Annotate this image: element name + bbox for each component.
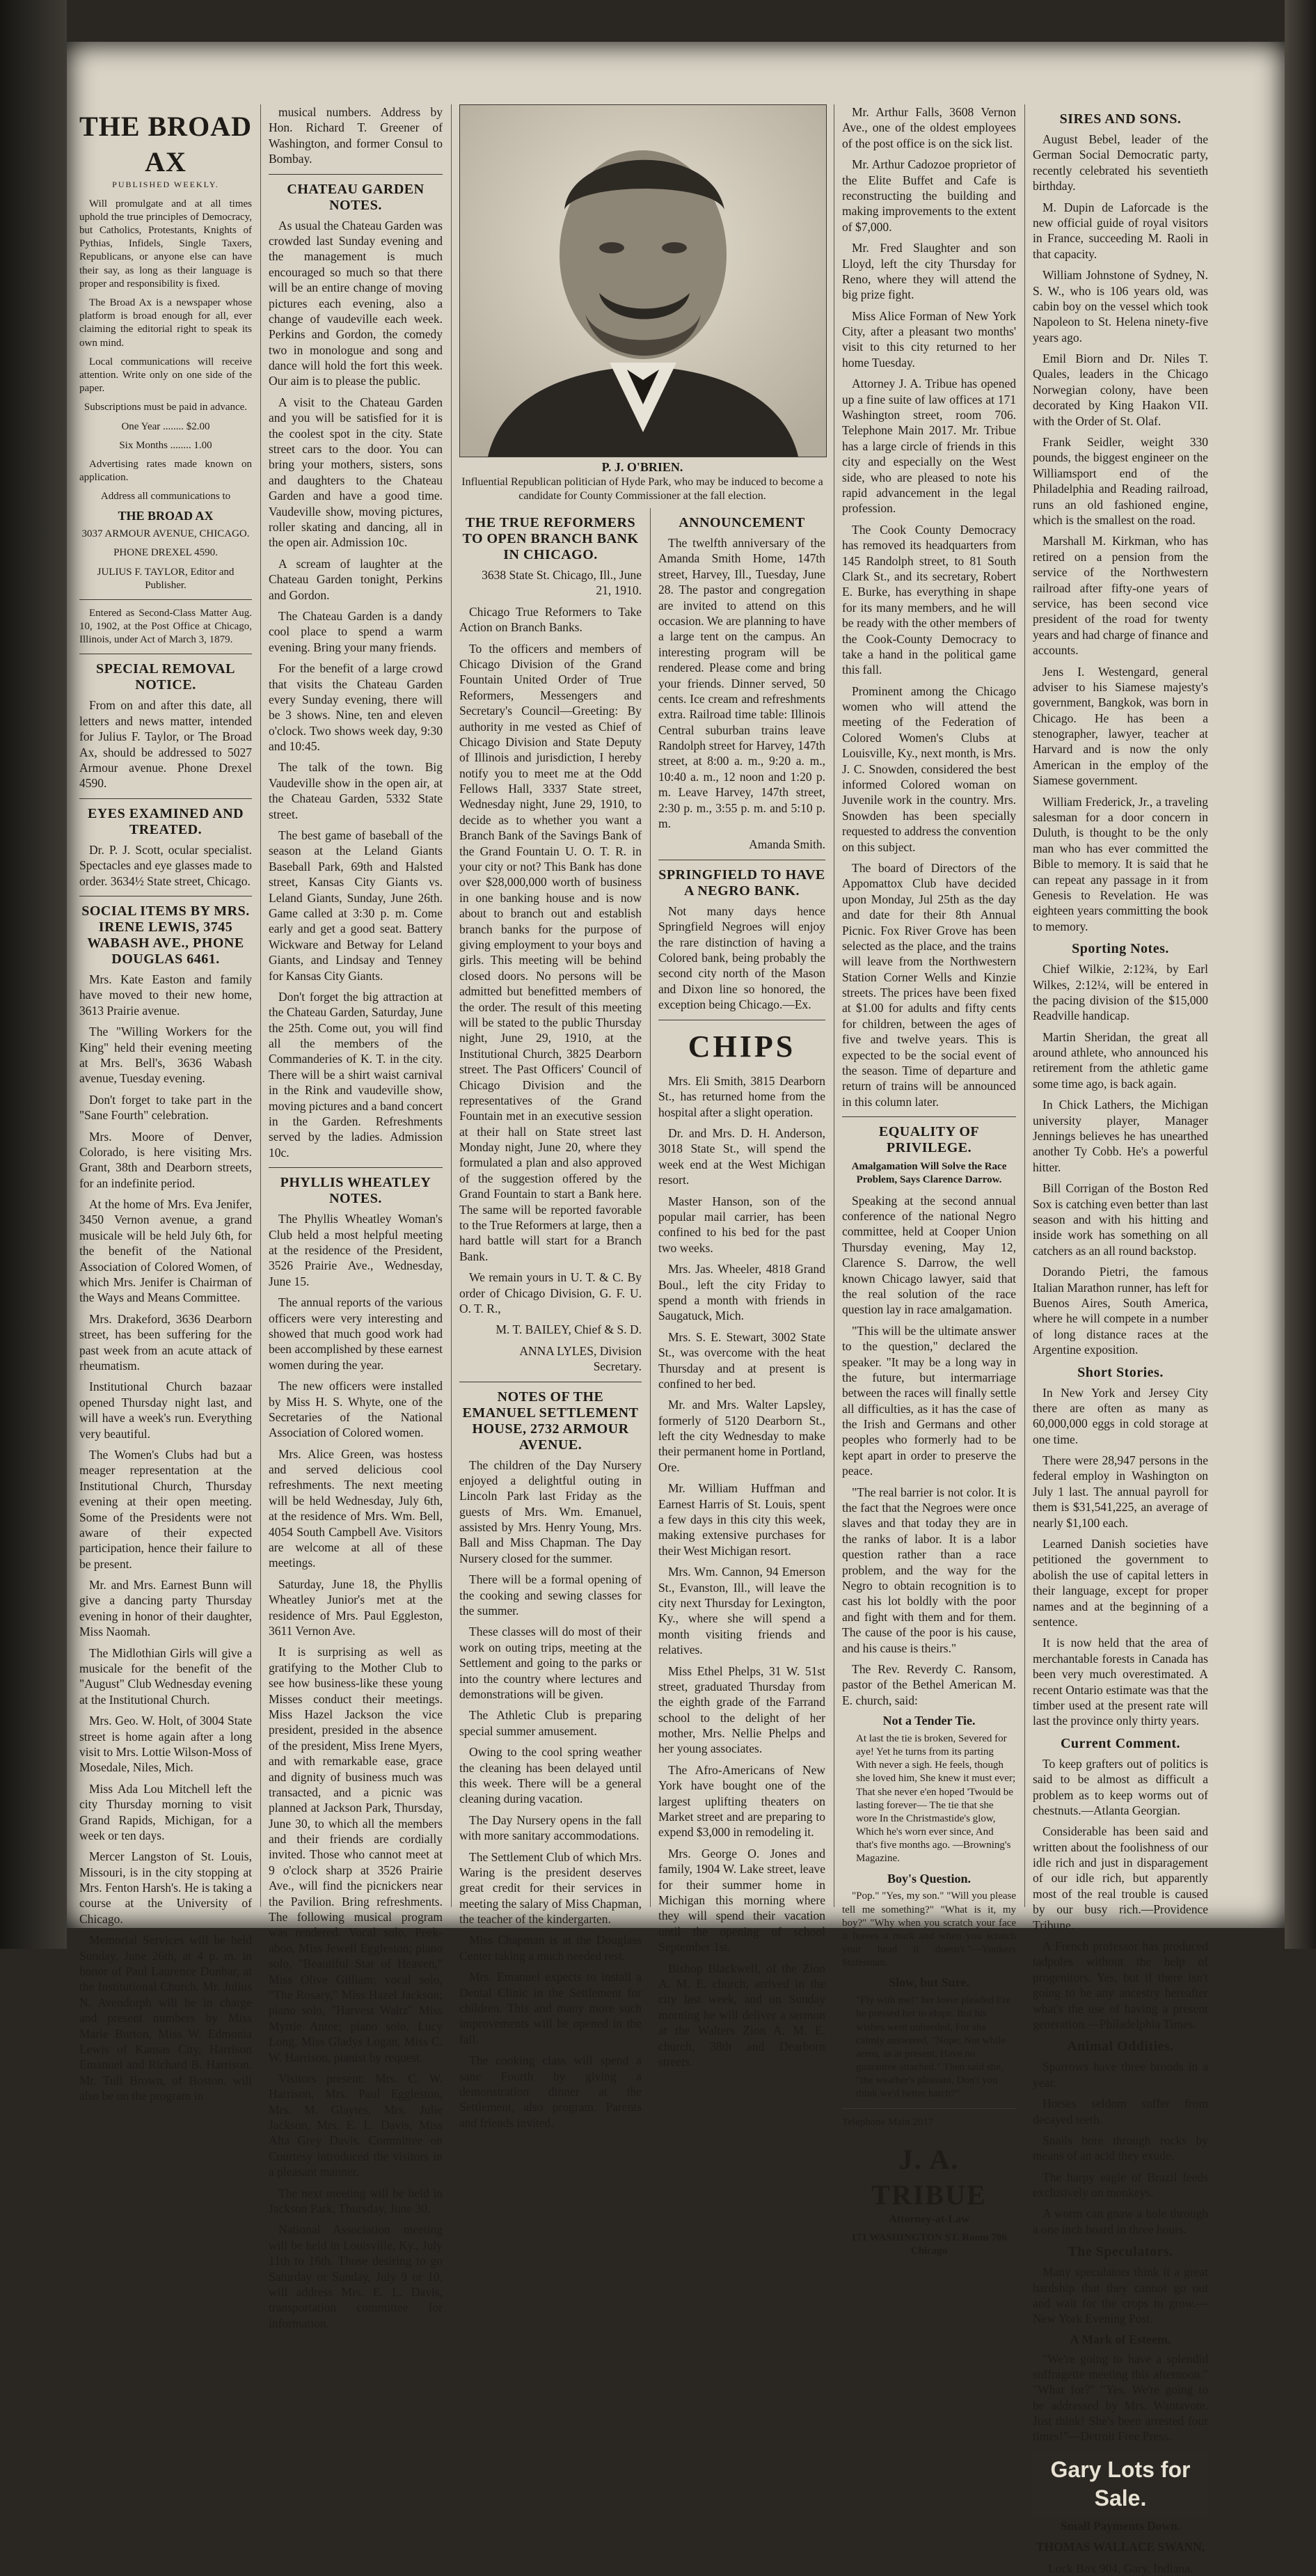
column-rule — [451, 104, 452, 1907]
article-paragraph: musical numbers. Address by Hon. Richard T. Greener of Washington, and former Consul to Bombay. — [269, 105, 443, 166]
article-paragraph: Miss Ethel Phelps, 31 W. 51st street, graduated Thursday from the eighth grade of the Farrand school to the delight of her mother, Mrs. Nellie Phelps and her young associates. — [658, 1664, 825, 1756]
scan-left-edge — [0, 0, 67, 1949]
slow-sure-heading: Slow, but Sure. — [889, 1975, 969, 1990]
poem-heading: Not a Tender Tie. — [882, 1714, 976, 1728]
article-paragraph: Saturday, June 18, the Phyllis Wheatley Junior's met at the residence of Mrs. Paul Eggleston, 3611 Vernon Ave. — [269, 1577, 443, 1638]
article-paragraph: The next meeting will be held in Jackson Park, Thursday, June 30. — [269, 2186, 443, 2216]
article-paragraph: "Pop." "Yes, my son." "Will you please tell me something?" "What is it, my boy?" "Why when you scratch your face it leaves a mark and when you scratch your head it doesn't."—Yonkers Statesman. — [842, 1890, 1016, 1969]
subscription-rate: Six Months ........ 1.00 — [119, 439, 212, 451]
esteem-heading: A Mark of Esteem. — [1070, 2332, 1171, 2346]
article-paragraph: The board of Directors of the Appomattox Club have decided upon Monday, Jul 25th as the day and date for their 8th Annual Picnic. Fox River Grove has been selected as the place, and the trains will leave from the Northwestern Station Corner Wells and Kinzie streets. The prices have been fixed at $1.00 for adults and fifty cents for children, between the ages of five and twelve years. This is expected to be the social event of the season. Time of departure and return of trains will be announced in this column later. — [842, 860, 1016, 1109]
ad-subtitle: Attorney-at-Law — [889, 2213, 969, 2226]
address-note: Address all communications to — [100, 491, 231, 503]
article-paragraph: Frank Seidler, weight 330 pounds, the biggest engineer on the Williamsport end of the Philadelphia and Reading railroad, runs an old fashioned engine, which is the smallest on the road. — [1033, 435, 1208, 527]
column-1 — [79, 104, 252, 2103]
paper-phone: PHONE DREXEL 4590. — [113, 547, 218, 559]
article-paragraph: Chicago True Reformers to Take Action on Branch Banks. — [459, 604, 642, 635]
article-paragraph: There will be a formal opening of the cooking and sewing classes for the summer. — [459, 1572, 642, 1618]
article-paragraph: Snails bore through rocks by means of an acid they exude. — [1033, 2133, 1208, 2163]
masthead-intro: Will promulgate and at all times uphold the true principles of Democracy, but Catholics, Protestants, Knights of Pythias, Infidels, Single Taxers, Republicans, or anyone else can have their say, as long as their language is proper and responsibility is fixed. — [79, 198, 252, 290]
divider — [842, 2108, 1016, 2109]
article-paragraph: The Athletic Club is preparing special summer amusement. — [459, 1708, 642, 1738]
sporting-heading: Sporting Notes. — [1072, 941, 1169, 957]
poem-text: At last the tie is broken, Severed for aye! Yet he turns from its parting With never a sigh. He feels, though she loved him, She knew it must ever; That she never e'en hoped 'Twould be lasting forever— The tie that she wore In the Christmastide's glow, Which he's worn ever since, And that's five months ago. —Browning's Magazine. — [856, 1732, 1016, 1865]
article-paragraph: Mrs. Alice Green, was hostess and served delicious cool refreshments. The next meeting will be held Wednesday, July 6th, at the residence of Mrs. Wm. Bell, 4054 South Campbell Ave. Visitors are welcome at all of these meetings. — [269, 1446, 443, 1570]
divider — [842, 1116, 1016, 1117]
article-paragraph: Not many days hence Springfield Negroes will enjoy the rare distinction of having a Colored bank, being probably the second city north of the Mason and Dixon line so honored, the exception being Chicago.—Ex. — [658, 903, 825, 1012]
article-paragraph: The Cook County Democracy has removed its headquarters from 145 Randolph street, to 81 South Clark St., and its secretary, Robert E. Burke, has everything in shape for its many members, and he will be ready with the other members of the Cook-County Democracy to take a hand in the political game this fall. — [842, 522, 1016, 677]
article-paragraph: There were 28,947 persons in the federal employ in Washington on July 1 last. The annual payroll for them is $31,541,225, an average of nearly $1,100 each. — [1033, 1453, 1208, 1530]
article-paragraph: These classes will do most of their work on outing trips, meeting at the Settlement and going to the parks or into the country where lectures and demonstrations will be given. — [459, 1625, 642, 1701]
article-paragraph: Jens I. Westengard, general adviser to his Siamese majesty's government, Bangkok, was born in Chicago. He has been a stenographer, lawyer, teacher at Harvard and is now the only American in the employ of the Siamese government. — [1033, 664, 1208, 788]
gary-line: Lock Box 904, Gary, Indiana. — [1047, 2561, 1194, 2575]
article-paragraph: Attorney J. A. Tribue has opened up a fine suite of law offices at 171 Washington street, room 706. Telephone Main 2017. Mr. Tribue has a large circle of friends in this city and especially on the West side, who are pleased to note his rapid advancement in the legal profession. — [842, 377, 1016, 516]
column-2 — [269, 104, 443, 2330]
article-paragraph: Mercer Langston of St. Louis, Missouri, is in the city stopping at Mrs. Fenton Harsh's. He is taking a course at the University of Chicago. — [79, 1849, 252, 1926]
article-paragraph: In New York and Jersey City there are often as many as 60,000,000 eggs in cold storage at one time. — [1033, 1385, 1208, 1446]
paper-editor: JULIUS F. TAYLOR, Editor and Publisher. — [97, 566, 235, 591]
gary-line: THOMAS WALLACE SWANN, — [1036, 2540, 1205, 2554]
equality-subheading: Amalgamation Will Solve the Race Problem, Says Clarence Darrow. — [851, 1161, 1007, 1186]
article-paragraph: "This will be the ultimate answer to the question," declared the speaker. "It may be a long way in the future, but intermarriage between the races will finally settle all difficulties, as it has the case of the Irish and Germans and other peoples who formerly had to be kept apart in order to preserve the peace. — [842, 1323, 1016, 1478]
article-paragraph: A scream of laughter at the Chateau Garden tonight, Perkins and Gordon. — [269, 556, 443, 602]
article-paragraph: "The real barrier is not color. It is the fact that the Negroes were once slaves and that today they are in the ranks of labor. It is a labor question rather than a race problem, and the way for the Negro to obtain recognition is to cast his lot boldly with the poor and fight with them and for them. The cause of the poor is his cause, and his cause is theirs." — [842, 1485, 1016, 1655]
article-signature: Amanda Smith. — [749, 837, 825, 852]
article-paragraph: M. Dupin de Laforcade is the new official guide of royal visitors in France, succeeding M. Raoli in that capacity. — [1033, 200, 1208, 261]
article-paragraph: In Chick Lathers, the Michigan university player, Manager Jennings believes he has unearthed another Ty Cobb. He's a powerful hitter. — [1033, 1098, 1208, 1174]
article-paragraph: A visit to the Chateau Garden and you will be satisfied for it is the coolest spot in the city. State street cars to the door. You can bring your mothers, sisters, sons and daughters to the Chateau Garden and have a good time. Vaudeville show, moving pictures, roller skating and dancing, all in the open air. Admission 10c. — [269, 395, 443, 550]
article-paragraph: The talk of the town. Big Vaudeville show in the open air, at the Chateau Garden, 5332 State street. — [269, 760, 443, 821]
article-paragraph: The "Willing Workers for the King" held their evening meeting at Mrs. Bell's, 3636 Wabash avenue, Tuesday evening. — [79, 1025, 252, 1086]
ad-address: 171 WASHINGTON ST. Room 706 Chicago — [851, 2231, 1007, 2257]
article-paragraph: As usual the Chateau Garden was crowded last Sunday evening and the management is much encouraged so much so that there will be an entire change of moving pictures each evening, also a change of vaudeville each week. Perkins and Gordon, the comedy two in monologue and song and dance will hold the fort this week. Our aim is to please the public. — [269, 218, 443, 388]
article-paragraph: Miss Chapman is at the Douglass Center taking a much needed rest. — [459, 1933, 642, 1963]
masthead-subtitle: PUBLISHED WEEKLY. — [112, 180, 219, 190]
article-paragraph: William Frederick, Jr., a traveling salesman for a door concern in Duluth, is thought to be the only man who has ever committed the Bible to memory. It is said that he can repeat any passage in it from Genesis to Revelation. He was eighteen years committing the book to memory. — [1033, 794, 1208, 933]
article-paragraph: The annual reports of the various officers were very interesting and showed that much good work had been accomplished by these earnest women during the year. — [269, 1295, 443, 1372]
article-paragraph: Don't forget the big attraction at the Chateau Garden, Saturday, June the 25th. Come out, you will find all the members of the Commanderies of K. T. in the city. There will be a shirt waist carnival in the Rink and vaudeville show, moving pictures and a band concert in the Garden. Refreshments served by the ladies. Admission 10c. — [269, 989, 443, 1160]
column-6 — [1033, 104, 1208, 2575]
article-paragraph: It is surprising as well as gratifying to the Mother Club to see how business-like these young Misses conduct their meetings. Miss Hazel Jackson the vice president, presided in the absence of the president, Miss Irene Myers, and with remarkable ease, grace and dignity of business much was transacted, and a picnic was planned at Jackson Park, Thursday, June 30, to which all the members and their friends are cordially invited. Those who cannot meet at 9 o'clock sharp at 3526 Prairie Ave., will find the picnickers near the Pavilion. Bring refreshments. The following musical program was rendered. Vocal solo, Peek-aboo, Miss Jewell Eggleston; piano solo, "Beautiful Star of Heaven," Miss Olive Gilliam; vocal solo, "The Rosary," Miss Hazel Jackson; piano solo, "Harvest Waltz" Miss Myrtle Antee; piano solo, Lucy Long, Miss Gladys Logan, Miss C. W. Harrison, pianist by request. — [269, 1645, 443, 2064]
portrait-illustration — [460, 105, 826, 457]
photo-caption-text: Influential Republican politician of Hyde Park, who may be induced to become a candidate for County Commissioner at the fall election. — [461, 475, 823, 502]
article-paragraph: Owing to the cool spring weather the cleaning has been delayed until this week. There will be a general cleaning during vacation. — [459, 1745, 642, 1806]
scan-right-edge — [1285, 0, 1316, 1949]
speculators-heading: The Speculators. — [1068, 2244, 1173, 2260]
entered-note: Entered as Second-Class Matter Aug. 10, 1902, at the Post Office at Chicago, Illinois, under Act of March 3, 1879. — [79, 607, 252, 646]
social-heading: SOCIAL ITEMS BY MRS. IRENE LEWIS, 3745 WABASH AVE., PHONE DOUGLAS 6461. — [81, 903, 250, 967]
article-paragraph: Marshall M. Kirkman, who has retired on a pension from the service of the Northwestern railroad after fifty-one years of service, has been second vice president of the road for twenty years and had charge of finance and accounts. — [1033, 534, 1208, 658]
article-paragraph: Many speculators think it a great hardship that they cannot go out and wait for the crops to grow.—New York Evening Post. — [1033, 2265, 1208, 2326]
article-paragraph: Mr. Fred Slaughter and son Lloyd, left the city Thursday for Reno, where they will attend the big prize fight. — [842, 241, 1016, 302]
photo-caption — [459, 459, 825, 503]
current-comment-heading: Current Comment. — [1060, 1735, 1181, 1751]
subscription-note: Subscriptions must be paid in advance. — [84, 402, 248, 413]
article-paragraph: Mrs. Moore of Denver, Colorado, is here visiting Mrs. Grant, 38th and Dearborn streets, for an indefinite period. — [79, 1129, 252, 1190]
article-paragraph: Mrs. Wm. Cannon, 94 Emerson St., Evanston, Ill., will leave the city next Thursday for Lexington, Ky., where she will spend a month visiting friends and relatives. — [658, 1565, 825, 1657]
subscription-rate: One Year ........ $2.00 — [121, 420, 210, 432]
article-paragraph: Mrs. S. E. Stewart, 3002 State St., was overcome with the heat Thursday and at present is confined to her bed. — [658, 1329, 825, 1391]
article-paragraph: The twelfth anniversary of the Amanda Smith Home, 147th street, Harvey, Ill., Tuesday, June 28. The pastor and congregation are invited to attend on this occasion. We are planning to have a large tent on the campus. An interesting program will be rendered. Please come and bring your friends. Dinner served, 50 cents. Ice cream and refreshments extra. Railroad time table: Illinois Central suburban trains leave Randolph street for Harvey, 147th street, at 8:00 a. m., 9:20 a. m., 10:40 a. m., 12 noon and 1:20 p. m. Leave Harvey, 147th street, 2:30 p. m., 3:55 p. m. and 5:10 p. m. — [658, 536, 825, 831]
removal-heading: SPECIAL REMOVAL NOTICE. — [96, 661, 235, 693]
article-paragraph: The harpy eagle of Brazil feeds exclusively on monkeys. — [1033, 2170, 1208, 2200]
article-paragraph: From on and after this date, all letters and news matter, intended for Julius F. Taylor, or The Broad Ax, should be addressed to 5027 Armour avenue. Phone Drexel 4590. — [79, 698, 252, 791]
gary-line: Small Payments Down. — [1060, 2518, 1181, 2533]
article-paragraph: National Association meeting will be held in Louisville, Ky., July 11th to 16th. Those desiring to go Saturday or Sunday, July 9 or 10, will address Mrs. E. L. Davis, transportation committee for information. — [269, 2222, 443, 2330]
article-paragraph: Mrs. George O. Jones and family, 1904 W. Lake street, leave for their summer home in Michigan this morning where they will spend their vacation until the opening of school September 1st. — [658, 1846, 825, 1954]
animal-oddities-heading: Animal Oddities. — [1067, 2039, 1174, 2055]
column-rule — [260, 104, 261, 1907]
article-paragraph: Considerable has been said and written about the foolishness of our idle rich and just in disparagement of our idle rich, but apparently most of the real trouble is caused by our busy rich.—Providence Tribune. — [1033, 1824, 1208, 1932]
advertising-note: Advertising rates made known on application. — [79, 458, 252, 484]
article-paragraph: Bishop Blackwell, of the Zion A. M. E. church, arrived in the city last week, and on Sunday morning he will deliver a sermon at the Walters Zion A. M. E. church, 38th and Dearborn streets. — [658, 1961, 825, 2069]
announcement-heading: ANNOUNCEMENT — [679, 515, 805, 530]
true-reformers-heading: THE TRUE REFORMERS TO OPEN BRANCH BANK IN CHICAGO. — [462, 515, 639, 562]
portrait-photo — [459, 104, 827, 457]
article-paragraph: Master Hanson, son of the popular mail carrier, has been confined to his bed for the past two weeks. — [658, 1194, 825, 1255]
ad-name: J. A. TRIBUE — [871, 2143, 987, 2211]
article-paragraph: Sparrows have three broods in a year. — [1033, 2060, 1208, 2089]
article-paragraph: Mrs. Emanuel expects to install a Dental Clinic in the Settlement for children. This and many more such improvements will be opened in the fall. — [459, 1970, 642, 2046]
article-paragraph: Visitors present: Mrs. C. W. Harrison, Mrs. Paul Eggleston, Mrs. M. Glaytes, Mrs. Julie Jackson, Mrs. E. L. Davis, Miss Alta Grey Davis. Committee on Courtesy introduced the visitors in a pleasant manner. — [269, 2071, 443, 2179]
article-paragraph: Chief Wilkie, 2:12¾, by Earl Wilkes, 2:12¼, will be entered in the pacing division of the $15,000 Readville handicap. — [1033, 962, 1208, 1023]
article-paragraph: Bill Corrigan of the Boston Red Sox is catching even better than last season and with his hitting and inside work has something on all catchers as an all round backstop. — [1033, 1181, 1208, 1258]
column-rule — [1024, 104, 1025, 1907]
article-paragraph: To keep grafters out of politics is said to be almost as difficult a problem as to keep worms out of chestnuts.—Atlanta Georgian. — [1033, 1756, 1208, 1817]
article-paragraph: Mrs. Geo. W. Holt, of 3004 State street is home again after a long visit to Mrs. Lottie Wilson-Moss of Mosedale, Niles, Mich. — [79, 1714, 252, 1775]
article-paragraph: The children of the Day Nursery enjoyed a delightful outing in Lincoln Park last Friday as the guests of Mrs. Wm. Emanuel, assisted by Mrs. Henry Young, Mrs. Ball and Miss Chapman. The Day Nursery closed for the summer. — [459, 1457, 642, 1565]
article-paragraph: The Chateau Garden is a dandy cool place to spend a warm evening. Bring your many friends. — [269, 608, 443, 654]
article-paragraph: For the benefit of a large crowd that visits the Chateau Garden every Sunday evening, there will be 3 shows. Nine, ten and eleven o'clock. Two shows week day, 9:30 and 10:45. — [269, 661, 443, 754]
article-paragraph: Dorando Pietri, the famous Italian Marathon runner, has left for Buenos Aires, South America, where he will compete in a number of long distance races at the Argentine exposition. — [1033, 1265, 1208, 1357]
article-paragraph: The Day Nursery opens in the fall with more sanitary accommodations. — [459, 1812, 642, 1843]
article-paragraph: Mr. Arthur Cadozoe proprietor of the Elite Buffet and Cafe is reconstructing the building and making improvements to the extent of $7,000. — [842, 157, 1016, 234]
article-paragraph: Emil Biorn and Dr. Niles T. Quales, leaders in the Chicago Norwegian colony, have been decorated by King Haakon VII. with the Order of St. Olaf. — [1033, 351, 1208, 428]
article-signature: ANNA LYLES, Division Secretary. — [519, 1343, 642, 1374]
masthead-intro: The Broad Ax is a newspaper whose platform is broad enough for all, ever claiming the editorial right to speak its own mind. — [79, 297, 252, 349]
article-paragraph: Miss Ada Lou Mitchell left the city Thursday morning to visit Grand Rapids, Michigan, for a week or ten days. — [79, 1781, 252, 1842]
phyllis-heading: PHYLLIS WHEATLEY NOTES. — [280, 1175, 431, 1207]
ad-telephone: Telephone Main 2017 — [842, 2116, 934, 2128]
article-paragraph: A worm can gnaw a hole through a one inch board in three hours. — [1033, 2206, 1208, 2236]
article-paragraph: Martin Sheridan, the great all around athlete, who announced his retirement from the athletic game some time ago, is back again. — [1033, 1029, 1208, 1091]
eyes-heading: EYES EXAMINED AND TREATED. — [87, 805, 244, 837]
article-paragraph: The Settlement Club of which Mrs. Waring is the president deserves great credit for their services in meeting the salary of Miss Chapman, the teacher of the kindergarten. — [459, 1849, 642, 1927]
article-paragraph: Speaking at the second annual conference of the national Negro committee, held at Cooper Union Thursday evening, May 12, Clarence S. Darrow, the well known Chicago lawyer, said that the real solution of the race question lay in race amalgamation. — [842, 1193, 1016, 1317]
article-paragraph: The Midlothian Girls will give a musicale for the benefit of the "August" Club Wednesday evening at the Institutional Church. — [79, 1645, 252, 1707]
article-paragraph: August Bebel, leader of the German Social Democratic party, recently celebrated his seventieth birthday. — [1033, 132, 1208, 193]
article-paragraph: Don't forget to take part in the "Sane Fourth" celebration. — [79, 1092, 252, 1123]
article-paragraph: The new officers were installed by Miss H. S. Whyte, one of the Secretaries of the National Association of Colored women. — [269, 1379, 443, 1440]
article-paragraph: Memorial Services will be held Sunday, June 26th, at 4 p. m. in honor of Paul Laurence Dunbar, at the Institutional Church. Mr. Julius N. Avendorph will be in charge and present numbers by Miss Marie Burton, Miss W. Edmonia Lewis of Kansas City, Harrison Emanuel and Richard B. Harrison. Mr. Tull Brown, of Boston, will also be on the program in — [79, 1933, 252, 2103]
article-paragraph: It is now held that the area of merchantable forests in Canada has been very much overestimated. A recent Ontario estimate was that the timber used at the present rate will last the province only thirty years. — [1033, 1636, 1208, 1728]
equality-heading: EQUALITY OF PRIVILEGE. — [878, 1124, 980, 1156]
article-paragraph: Mr. and Mrs. Earnest Bunn will give a dancing party Thursday evening in honor of their daughter, Miss Naomah. — [79, 1578, 252, 1639]
springfield-heading: SPRINGFIELD TO HAVE A NEGRO BANK. — [658, 867, 825, 899]
divider — [269, 174, 443, 175]
divider — [79, 798, 252, 799]
article-paragraph: At the home of Mrs. Eva Jenifer, 3450 Vernon avenue, a grand musicale will be held July 6th, for the benefit of the National Association of Colored Women, of which Mrs. Jenifer is Chairman of the Ways and Means Committee. — [79, 1197, 252, 1305]
photo-name: P. J. O'BRIEN. — [601, 460, 683, 474]
article-paragraph: "We're going to have a splendid suffragette meeting this afternoon." "Whar for?" "Yes. We're going to be addressed by Mrs. Wantavote. Just think! She's been arrested four times!"—Detroit Free Press. — [1033, 2351, 1208, 2444]
divider — [79, 599, 252, 600]
column-3 — [459, 508, 642, 2130]
article-paragraph: The Afro-Americans of New York have bought one of the largest uplifting theaters on Market street and are preparing to expend $3,000 in remodeling it. — [658, 1762, 825, 1840]
article-paragraph: The best game of baseball of the season at the Leland Giants Baseball Park, 69th and Halsted street, Kansas City Giants vs. Leland Giants, Sunday, June 26th. Game called at 3:30 p. m. Come early and get a good seat. Battery Wickware and Betway for Leland Giants, and Lindsay and Tenney for Kansas City Giants. — [269, 828, 443, 983]
article-paragraph: Horses seldom suffer from decayed teeth. — [1033, 2096, 1208, 2126]
boy-question-heading: Boy's Question. — [887, 1871, 972, 1886]
article-paragraph: Mr. Arthur Falls, 3608 Vernon Ave., one of the oldest employees of the post office is on the sick list. — [842, 105, 1016, 150]
article-paragraph: Mrs. Drakeford, 3636 Dearborn street, has been suffering for the past week from an acute attack of rheumatism. — [79, 1311, 252, 1373]
poem-text: "Fly with me!" her lover pleaded Ere he pressed her to elope. But his wishes went unheeded, For she calmly answered, "Nope; Not while aeros, as at present, Have no guarantee attached." Then said she, "the weather's pleasant, Don't you think we'd better hatch?" — [856, 1995, 1011, 2100]
short-stories-heading: Short Stories. — [1077, 1364, 1164, 1380]
divider — [269, 1167, 443, 1168]
newspaper-page — [67, 42, 1285, 2575]
article-paragraph: The cooking class will spend a sane Fourth by giving a demonstration dinner at the Settlement, also program. Parents and friends invited. — [459, 2053, 642, 2130]
article-paragraph: Miss Alice Forman of New York City, after a pleasant two months' visit to this city returned to her home Tuesday. — [842, 308, 1016, 370]
paper-street: 3037 ARMOUR AVENUE, CHICAGO. — [81, 528, 250, 540]
emanuel-heading: NOTES OF THE EMANUEL SETTLEMENT HOUSE, 2732 ARMOUR AVENUE. — [462, 1389, 639, 1453]
article-paragraph: Dr. P. J. Scott, ocular specialist. Spectacles and eye glasses made to order. 3634½ State street, Chicago. — [79, 842, 252, 888]
column-rule — [650, 508, 651, 1907]
article-paragraph: To the officers and members of Chicago Division of the Grand Fountain United Order of True Reformers, Messengers and Secretary's Council—Greeting: By authority in me vested as Chief of Chicago Division and State Deputy of Illinois and jurisdiction, I hereby notify you to meet me at the Odd Fellows Hall, 3337 State street, Wednesday night, June 29, 1910, to decide as to whether you want a Branch Bank of the Savings Bank of the Grand Fountain U. O. T. R. in your city or not? This Bank has done over $28,000,000 worth of business in one banking house and is now about to branch out and establish branch banks for the purpose of giving employment to your boys and girls. This meeting will be behind closed doors. No persons will be admitted but benefitted members of the order. The result of this meeting will be stated to the public Thursday night, June 29, 1910, at the Institutional Church, 3825 Dearborn street. The Past Officers' Council of Chicago Division and the representatives of the Grand Fountain met in an executive session at their hall on State street last Monday night, June 20, where they formulated a plan and also approved of the suggestion offered by the Grand Fountain to start a Bank here. The same will be reported favorable to the True Reformers at large, then a hard battle will start for a Branch Bank. — [459, 641, 642, 1263]
article-paragraph: Mrs. Kate Easton and family have moved to their new home, 3613 Prairie avenue. — [79, 972, 252, 1018]
article-paragraph: The Women's Clubs had but a meager representation at the Institutional Church, Thursday evening at their open meeting. Some of the Presidents were not aware of their expected participation, hence their failure to be present. — [79, 1447, 252, 1571]
article-paragraph: Learned Danish societies have petitioned the government to abolish the use of capital letters in their language, except for proper names and at the beginning of a sentence. — [1033, 1537, 1208, 1629]
column-5 — [842, 104, 1016, 2257]
article-paragraph: Prominent among the Chicago women who will attend the meeting of the Federation of Colored Women's Clubs at Louisville, Ky., next month, is Mrs. J. C. Snowden, considered the best informed Colored woman on Juvenile work in the country. Mrs. Snowden has been specially requested to address the convention on this subject. — [842, 683, 1016, 854]
article-paragraph: The Phyllis Wheatley Woman's Club held a most helpful meeting at the residence of the President, 3526 Prairie Ave., Wednesday, June 15. — [269, 1212, 443, 1288]
article-paragraph: Mrs. Jas. Wheeler, 4818 Grand Boul., left the city Friday to spend a month with friends in Saugatuck, Mich. — [658, 1262, 825, 1323]
article-paragraph: Dr. and Mrs. D. H. Anderson, 3018 State St., will spend the week end at the West Michigan resort. — [658, 1126, 825, 1187]
article-paragraph: A French professor has produced tadpoles without the help of progenitors. Yes, but if there isn't going to be any ancestry hereafter what's the use of having a present generation.—Philadelphia Times. — [1033, 1939, 1208, 2031]
paper-name: THE BROAD AX — [118, 509, 214, 523]
article-paragraph: Mrs. Eli Smith, 3815 Dearborn St., has returned home from the hospital after a slight operation. — [658, 1073, 825, 1119]
article-paragraph: Institutional Church bazaar opened Thursday night last, and will have a week's run. Everything very beautiful. — [79, 1380, 252, 1441]
article-paragraph: William Johnstone of Sydney, N. S. W., who is 106 years old, was cabin boy on the vessel which took Napoleon to St. Helena ninety-five years ago. — [1033, 268, 1208, 345]
gary-lots-advertisement: Gary Lots for Sale. — [1033, 2450, 1208, 2518]
column-4 — [658, 508, 825, 2069]
article-signature: M. T. BAILEY, Chief & S. D. — [496, 1322, 642, 1337]
article-dateline: 3638 State St. Chicago, Ill., June 21, 1910. — [482, 568, 642, 598]
article-paragraph: Mr. William Huffman and Earnest Harris of St. Louis, spent a few days in this city this week, making extensive purchases for their West Michigan resort. — [658, 1481, 825, 1558]
masthead-intro: Local communications will receive attention. Write only on one side of the paper. — [79, 356, 252, 395]
article-paragraph: Mr. and Mrs. Walter Lapsley, formerly of 5120 Dearborn St., left the city Wednesday to make their permanent home in Portland, Ore. — [658, 1398, 825, 1474]
article-paragraph: The Rev. Reverdy C. Ransom, pastor of the Bethel American M. E. church, said: — [842, 1661, 1016, 1707]
sires-heading: SIRES AND SONS. — [1059, 111, 1182, 127]
masthead-title: THE BROAD AX — [79, 111, 252, 178]
chateau-heading: CHATEAU GARDEN NOTES. — [287, 181, 425, 213]
tribue-advertisement — [842, 2135, 1016, 2265]
chips-heading: CHIPS — [688, 1029, 796, 1064]
article-paragraph: We remain yours in U. T. & C. By order of Chicago Division, G. F. U. O. T. R., — [459, 1270, 642, 1315]
